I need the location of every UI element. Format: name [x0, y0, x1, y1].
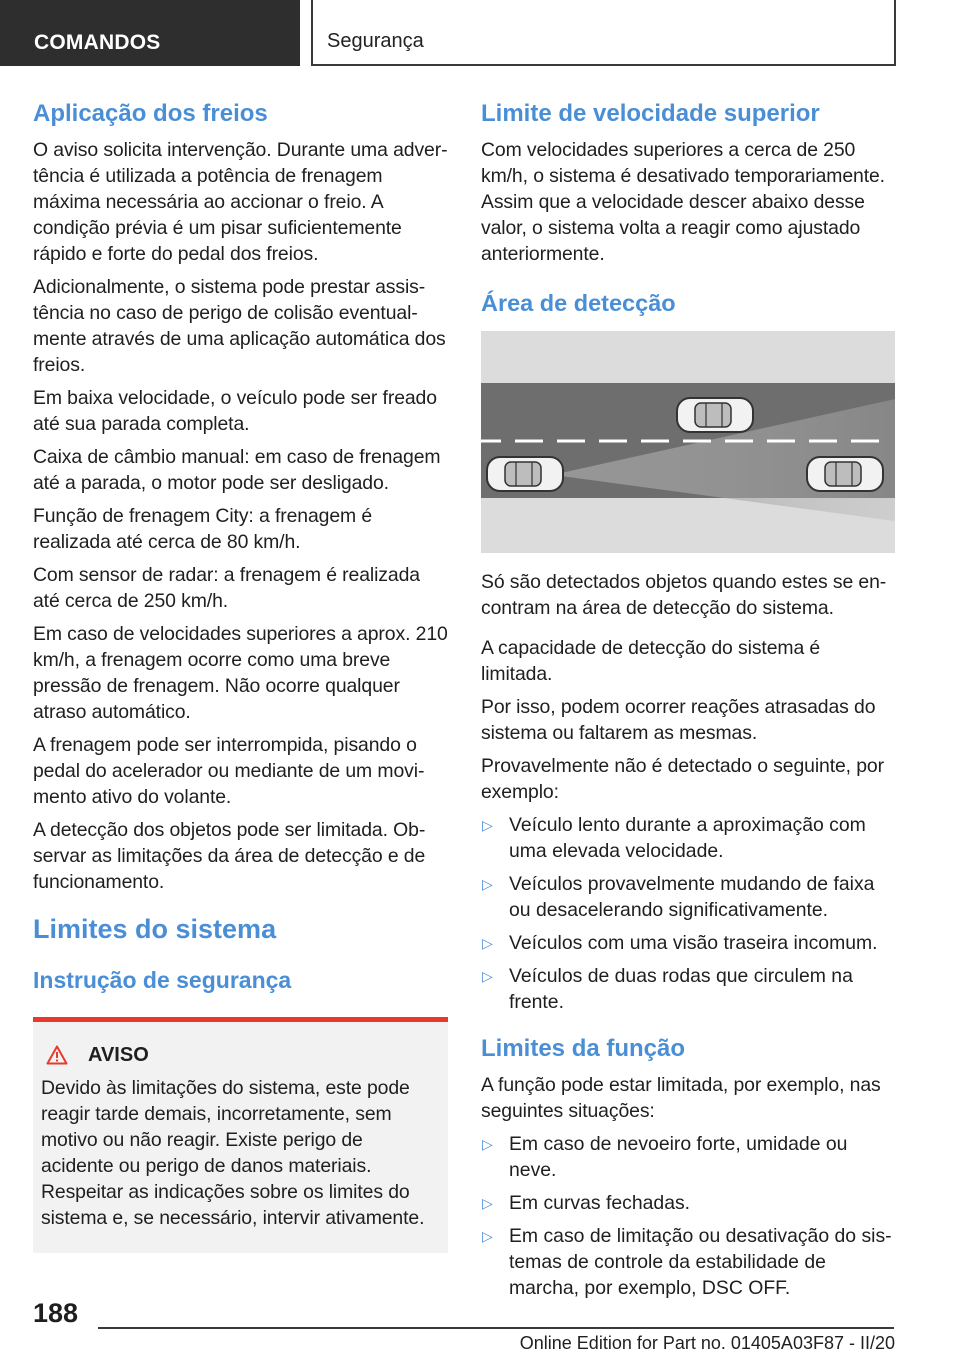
heading-upper-speed-limit: Limite de velocidade superior	[481, 100, 820, 127]
car-icon	[487, 457, 563, 491]
list-item: ▷ Em curvas fechadas.	[482, 1191, 691, 1214]
triangle-bullet-icon: ▷	[482, 816, 493, 833]
heading-brake-application: Aplicação dos freios	[33, 100, 268, 127]
edition-note: Online Edition for Part no. 01405A03F87 - II/20	[519, 1333, 895, 1353]
detection-area-illustration	[481, 331, 895, 553]
triangle-bullet-icon: ▷	[482, 1227, 493, 1244]
list-item: ▷ Em caso de limitação ou desativação do sistemas de controle da estabilidade de marcha, por exemplo, DSC OFF.	[482, 1224, 892, 1299]
paragraph: A capacidade de detecção do sistema é limitada.	[481, 636, 821, 685]
paragraph: Provavelmente não é detectado o seguinte, por exemplo:	[481, 754, 884, 803]
heading-safety-instruction: Instrução de segurança	[33, 967, 292, 994]
list-item: ▷ Veículo lento durante a aproximação com uma elevada velocidade.	[482, 813, 866, 862]
triangle-bullet-icon: ▷	[482, 934, 493, 951]
detection-limits-list	[481, 812, 896, 1015]
chapter-tab: COMANDOS	[0, 0, 300, 66]
paragraph: Em caso de velocidades superiores a aprox. 210 km/h, a frenagem ocorre como uma breve pressão de frenagem. Não ocorre qualquer atraso automático.	[33, 622, 448, 723]
paragraph: Só são detectados objetos quando estes se encontram na área de detecção do sistema.	[481, 570, 887, 619]
triangle-bullet-icon: ▷	[482, 1135, 493, 1152]
function-limits-list	[481, 1131, 896, 1301]
warning-header	[46, 1044, 434, 1067]
road-diagram	[481, 331, 895, 553]
paragraph: Por isso, podem ocorrer reações atrasadas do sistema ou faltarem as mesmas.	[481, 695, 876, 744]
page-header	[0, 0, 960, 66]
right-column	[481, 100, 896, 1311]
car-icon	[807, 457, 883, 491]
list-item: ▷ Em caso de nevoeiro forte, umidade ou neve.	[482, 1132, 848, 1181]
warning-title: AVISO	[88, 1043, 149, 1066]
paragraph: A detecção dos objetos pode ser limitada. Observar as limitações da área de detecção e de funcionamento.	[33, 818, 426, 893]
warning-text: Devido às limitações do sistema, este pode reagir tarde demais, incorretamente, sem motivo ou não reagir. Existe perigo de acidente ou perigo de danos materiais. Respeitar as indicações sobre os limites do sistema e, se necessário, intervir ativamente.	[41, 1076, 425, 1229]
triangle-bullet-icon: ▷	[482, 1194, 493, 1211]
warning-box	[33, 1017, 448, 1253]
paragraph: Adicionalmente, o sistema pode prestar assistência no caso de perigo de colisão eventualmente através de uma aplicação automática dos freios.	[33, 275, 446, 376]
paragraph: A frenagem pode ser interrompida, pisando o pedal do acelerador ou mediante de um movimento ativo do volante.	[33, 733, 425, 808]
page-number: 188	[33, 1298, 79, 1328]
heading-function-limits: Limites da função	[481, 1034, 686, 1062]
warning-triangle-icon	[46, 1045, 68, 1065]
heading-system-limits: Limites do sistema	[33, 913, 277, 944]
left-column	[33, 100, 448, 1253]
paragraph: Com sensor de radar: a frenagem é realizada até cerca de 250 km/h.	[33, 563, 420, 612]
footer-divider	[98, 1327, 894, 1329]
list-item: ▷ Veículos com uma visão traseira incomum.	[482, 931, 878, 954]
triangle-bullet-icon: ▷	[482, 875, 493, 892]
paragraph: O aviso solicita intervenção. Durante uma advertência é utilizada a potência de frenagem máxima necessária ao accionar o freio. A condição prévia é um pisar suficientemente rápido e forte do pedal dos freios.	[33, 138, 448, 265]
triangle-bullet-icon: ▷	[482, 967, 493, 984]
paragraph: Caixa de câmbio manual: em caso de frenagem até a parada, o motor pode ser desligado.	[33, 445, 441, 494]
paragraph: Com velocidades superiores a cerca de 250 km/h, o sistema é desativado temporariamente. Assim que a velocidade descer abaixo desse valor, o sistema volta a reagir como ajustado anteriormente.	[481, 138, 885, 265]
heading-detection-area: Área de detecção	[481, 289, 676, 316]
section-title: Segurança	[311, 0, 896, 66]
paragraph: Em baixa velocidade, o veículo pode ser freado até sua parada completa.	[33, 386, 437, 435]
list-item: ▷ Veículos de duas rodas que circulem na frente.	[482, 964, 853, 1013]
paragraph: Função de frenagem City: a frenagem é realizada até cerca de 80 km/h.	[33, 504, 373, 553]
list-item: ▷ Veículos provavelmente mudando de faixa ou desacelerando significativamente.	[482, 872, 875, 921]
car-icon	[677, 398, 753, 432]
paragraph: A função pode estar limitada, por exemplo, nas seguintes situações:	[481, 1073, 881, 1122]
